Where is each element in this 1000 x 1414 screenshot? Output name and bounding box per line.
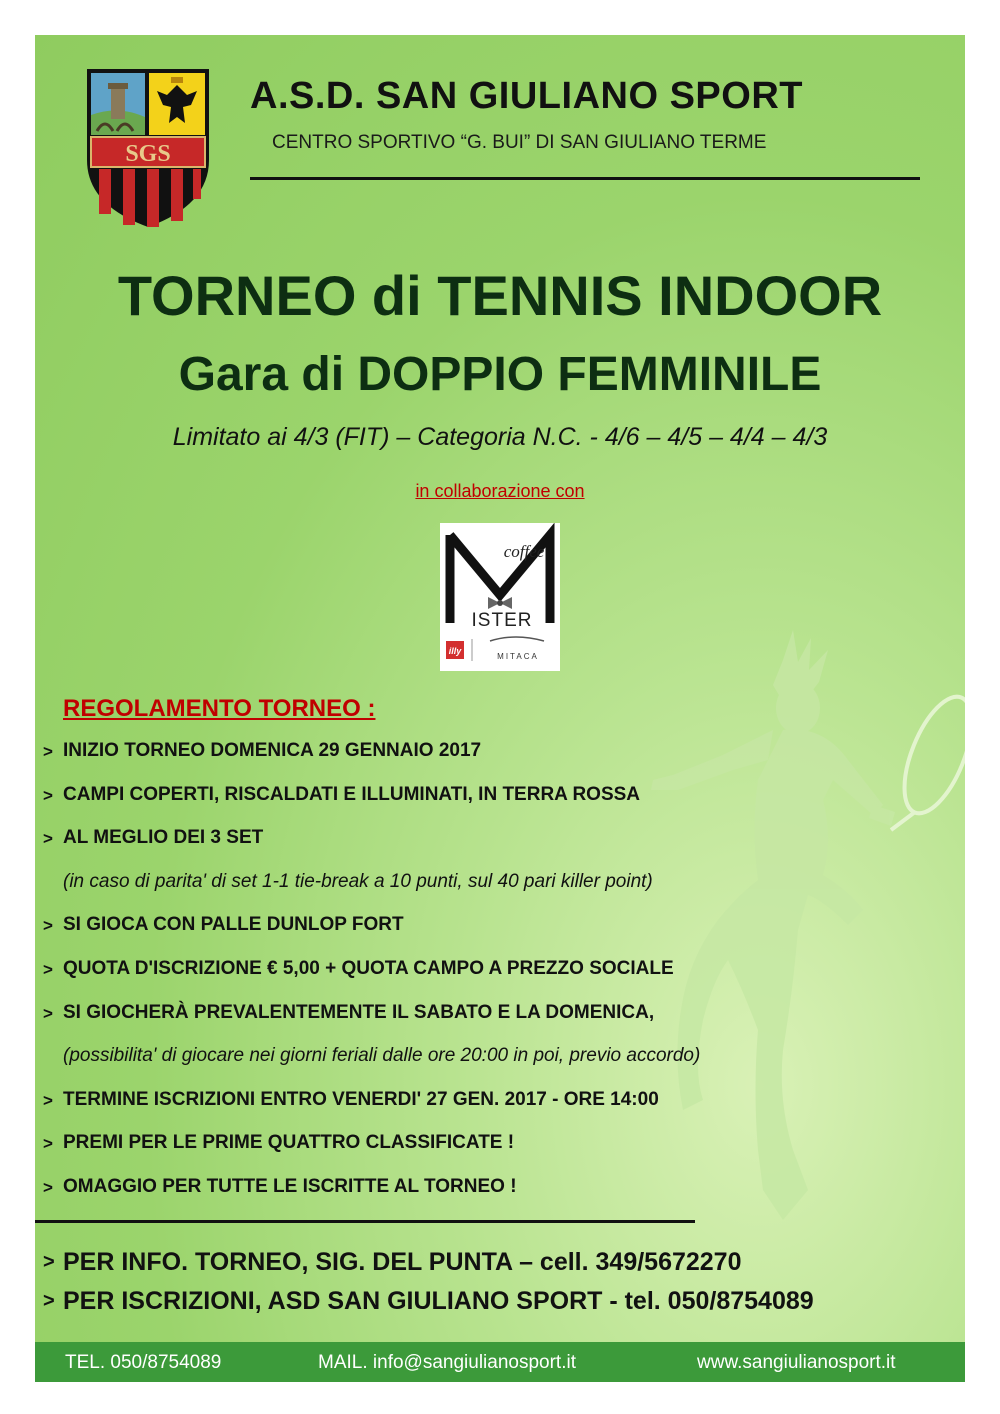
bullet-icon: > (43, 1177, 53, 1197)
sponsor-coffee-text: coffee (503, 542, 545, 561)
bullet-icon: > (43, 742, 53, 761)
bullet-icon: > (43, 959, 53, 979)
rule-text: AL MEGLIO DEI 3 SET (63, 827, 264, 849)
rule-text: PREMI PER LE PRIME QUATTRO CLASSIFICATE ! (63, 1132, 515, 1154)
rule-text: QUOTA D'ISCRIZIONE € 5,00 + QUOTA CAMPO A PREZZO SOCIALE (63, 957, 674, 979)
footer-bar (35, 1342, 965, 1382)
rule-text: SI GIOCHERÀ PREVALENTEMENTE IL SABATO E LA DOMENICA, (63, 1001, 655, 1023)
header-divider (250, 177, 920, 180)
bullet-icon: > (43, 1134, 53, 1154)
tournament-subtitle: Gara di DOPPIO FEMMINILE (178, 348, 822, 401)
rule-text: INIZIO TORNEO DOMENICA 29 GENNAIO 2017 (63, 740, 482, 761)
club-subtitle: CENTRO SPORTIVO “G. BUI” DI SAN GIULIANO TERME (272, 132, 767, 153)
bullet-icon: > (43, 1251, 55, 1273)
bullet-icon: > (43, 829, 53, 849)
crest-text: SGS (125, 141, 171, 167)
bullet-icon: > (43, 785, 53, 805)
collaboration-label: in collaborazione con (415, 481, 585, 501)
regulations-heading: REGOLAMENTO TORNEO : (63, 695, 376, 722)
footer-tel: TEL. 050/8754089 (65, 1352, 222, 1373)
club-crest-logo (83, 65, 213, 230)
rule-note-text: (in caso di parita' di set 1-1 tie-break a 10 punti, sul 40 pari killer point) (63, 870, 653, 892)
contact-registration-text: PER ISCRIZIONI, ASD SAN GIULIANO SPORT - tel. 050/8754089 (63, 1287, 814, 1315)
contacts-divider (35, 1220, 695, 1223)
sponsor-illy-text: illy (448, 646, 462, 656)
bullet-icon: > (43, 916, 53, 936)
bullet-icon: > (43, 1290, 55, 1312)
rule-text: CAMPI COPERTI, RISCALDATI E ILLUMINATI, IN TERRA ROSSA (63, 783, 641, 805)
sponsor-logo (440, 523, 560, 671)
bullet-icon: > (43, 1090, 53, 1110)
footer-mail[interactable]: MAIL. info@sangiulianosport.it (318, 1352, 576, 1373)
tournament-title: TORNEO di TENNIS INDOOR (117, 264, 883, 327)
club-name: A.S.D. SAN GIULIANO SPORT (250, 75, 803, 117)
poster (35, 35, 965, 1382)
footer-website-link[interactable]: www.sangiulianosport.it (697, 1352, 896, 1373)
rule-text: SI GIOCA CON PALLE DUNLOP FORT (63, 914, 404, 936)
category-limits: Limitato ai 4/3 (FIT) – Categoria N.C. - 4/6 – 4/5 – 4/4 – 4/3 (172, 423, 828, 451)
sponsor-mitaca-text: MITACA (497, 652, 539, 661)
rule-note-text: (possibilita' di giocare nei giorni feriali dalle ore 20:00 in poi, previo accordo) (63, 1045, 701, 1067)
sponsor-name-text: ISTER (471, 610, 533, 631)
tennis-player-silhouette (633, 630, 965, 1240)
bullet-icon: > (43, 1003, 53, 1023)
rule-text: OMAGGIO PER TUTTE LE ISCRITTE AL TORNEO ! (63, 1175, 517, 1197)
rule-text: TERMINE ISCRIZIONI ENTRO VENERDI' 27 GEN. 2017 - ORE 14:00 (63, 1088, 659, 1110)
contact-info-text: PER INFO. TORNEO, SIG. DEL PUNTA – cell. 349/5672270 (63, 1248, 742, 1276)
